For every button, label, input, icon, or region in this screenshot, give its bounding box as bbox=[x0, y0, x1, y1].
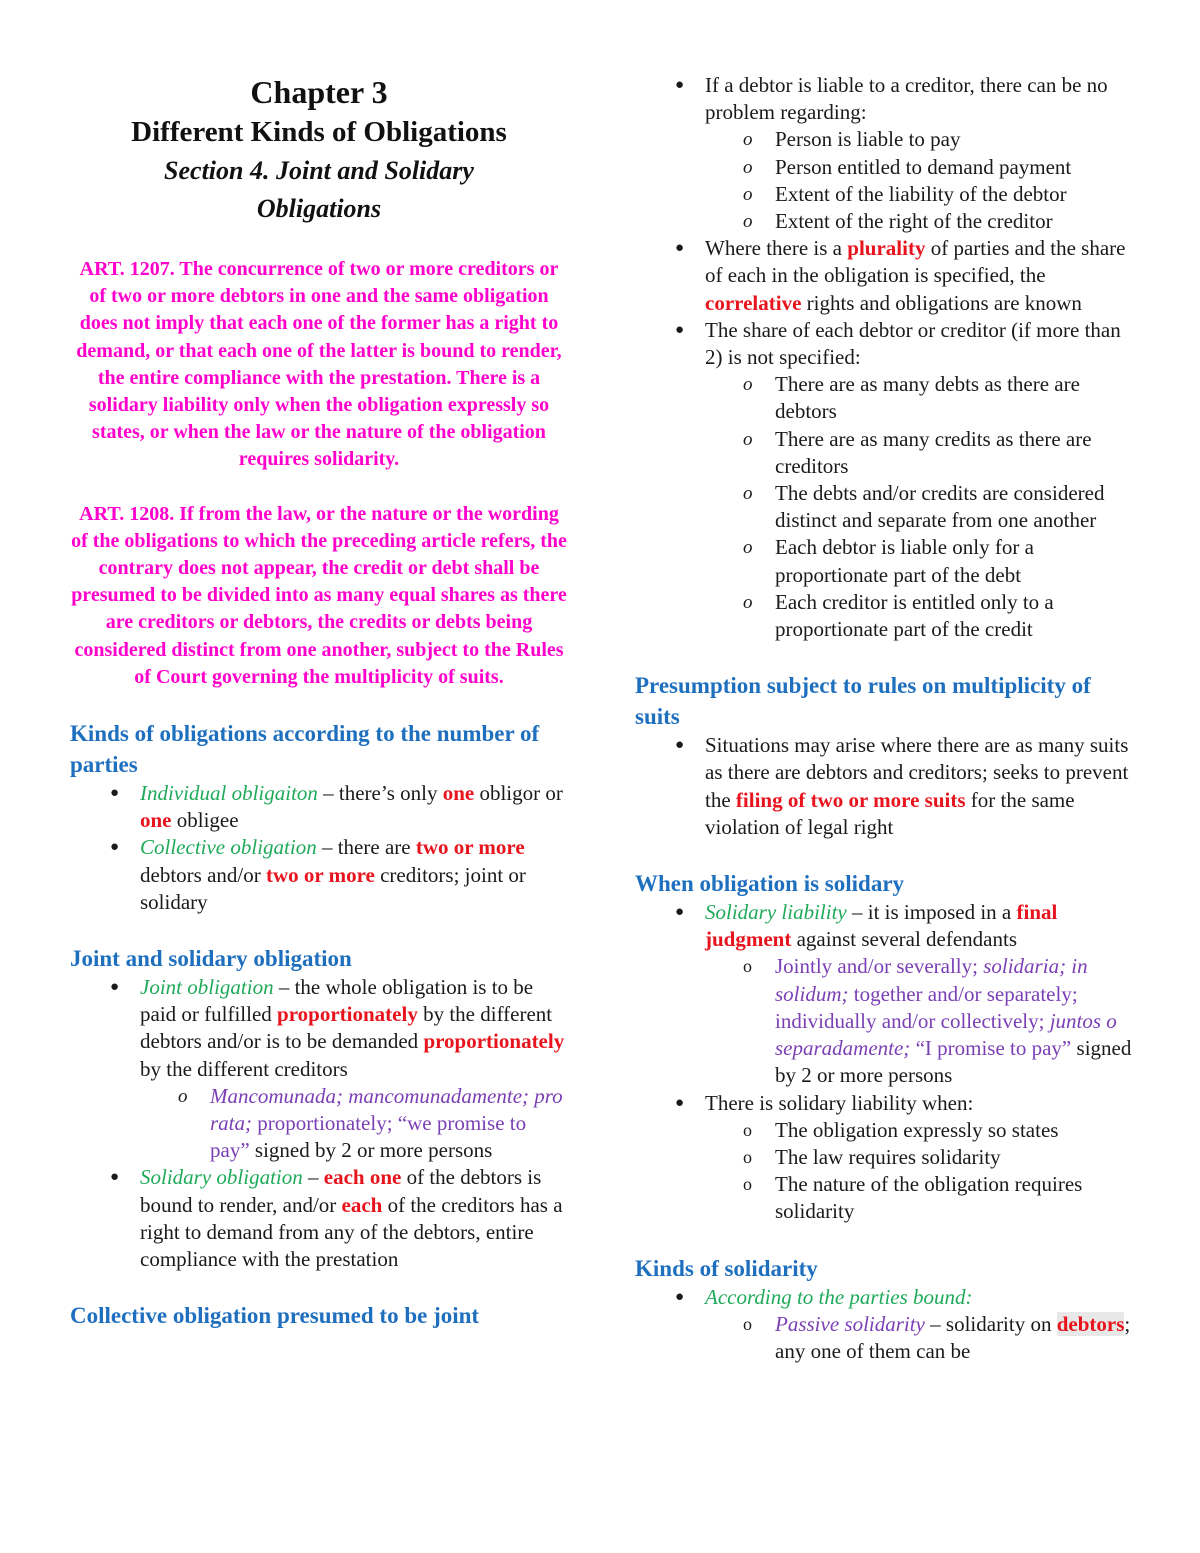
circle-bullet-icon: o bbox=[743, 1174, 752, 1195]
bullet-icon: ● bbox=[675, 904, 685, 921]
text: solidaria; in solidum; bbox=[775, 954, 1088, 1006]
text: by the different creditors bbox=[140, 1056, 348, 1081]
circle-bullet-icon: o bbox=[743, 1119, 752, 1140]
text: There is solidary liability when: bbox=[705, 1090, 974, 1115]
circle-bullet-icon: o bbox=[743, 483, 753, 505]
text: – there’s only bbox=[317, 781, 443, 806]
multiplicity-list bbox=[635, 732, 1135, 841]
list-item bbox=[635, 534, 1135, 588]
article-1208: ART. 1208. If from the law, or the nature or the wording of the obligations to which the preceding article refers, the contrary does not appear, the credit or debt shall be presumed to be divided into as many equal shares as there are creditors or debtors, the credits or debts being considered distinct from one another, subject to the Rules of Court governing the multiplicity of suits. bbox=[71, 502, 567, 688]
left-column bbox=[70, 0, 568, 1331]
chapter-title: Chapter 3 bbox=[250, 74, 388, 110]
list-item bbox=[635, 899, 1135, 953]
text: Situations may arise where there are as many suits as there are debtors and creditors; seeks to prevent the bbox=[705, 733, 1129, 812]
emphasis: proportionately bbox=[277, 1002, 418, 1027]
emphasis: final judgment bbox=[705, 900, 1058, 952]
right-column bbox=[635, 0, 1135, 1365]
bullet-icon: ● bbox=[110, 979, 120, 996]
title-block bbox=[70, 72, 568, 228]
term-solidary: Solidary obligation bbox=[140, 1165, 303, 1190]
circle-bullet-icon: o bbox=[743, 129, 753, 151]
text: The debts and/or credits are considered distinct and separate from one another bbox=[775, 481, 1105, 533]
list-item bbox=[635, 126, 1135, 153]
joint-solidary-list bbox=[70, 974, 568, 1273]
list-item bbox=[635, 732, 1135, 841]
heading-presumed-joint: Collective obligation presumed to be joint bbox=[70, 1303, 480, 1329]
bullet-icon: ● bbox=[110, 785, 120, 802]
list-item bbox=[635, 154, 1135, 181]
text: Person is liable to pay bbox=[775, 127, 961, 152]
text: of the creditors has a right to demand from any of the debtors, entire compliance with the prestation bbox=[140, 1192, 563, 1272]
kinds-by-parties-list bbox=[70, 780, 568, 916]
text: The nature of the obligation requires solidarity bbox=[775, 1172, 1083, 1224]
list-item bbox=[635, 480, 1135, 534]
text: debtors and/or bbox=[140, 862, 266, 887]
section-title-line2: Obligations bbox=[256, 194, 382, 223]
text: rights and obligations are known bbox=[801, 290, 1082, 315]
emphasis: each one bbox=[323, 1165, 402, 1190]
text: Mancomunada; mancomunadamente; pro rata; bbox=[210, 1083, 563, 1136]
heading-kinds-by-parties: Kinds of obligations according to the number of parties bbox=[70, 721, 540, 778]
text: “I promise to pay” bbox=[910, 1036, 1072, 1061]
section-title-line1: Section 4. Joint and Solidary bbox=[164, 156, 474, 185]
heading-multiplicity: Presumption subject to rules on multiplicity of suits bbox=[635, 673, 1091, 730]
list-item bbox=[635, 208, 1135, 235]
list-item bbox=[635, 1311, 1135, 1365]
text: – there are bbox=[316, 835, 416, 860]
list-item bbox=[635, 1144, 1135, 1171]
emphasis: two or more bbox=[415, 835, 525, 860]
text: According to the parties bound: bbox=[705, 1284, 973, 1309]
list-item bbox=[635, 1090, 1135, 1117]
list-item bbox=[635, 953, 1135, 1089]
heading-when-solidary: When obligation is solidary bbox=[635, 871, 905, 897]
when-solidary-list bbox=[635, 899, 1135, 1225]
circle-bullet-icon: o bbox=[743, 956, 752, 977]
highlighted-term: debtors bbox=[1056, 1311, 1125, 1336]
text: There are as many debts as there are debtors bbox=[775, 372, 1080, 424]
text: There are as many credits as there are creditors bbox=[775, 426, 1092, 478]
text: Extent of the right of the creditor bbox=[775, 209, 1053, 234]
circle-bullet-icon: o bbox=[743, 1313, 752, 1334]
emphasis: plurality bbox=[847, 236, 926, 261]
circle-bullet-icon: o bbox=[743, 183, 753, 205]
list-item bbox=[70, 834, 568, 916]
bullet-icon: ● bbox=[675, 737, 685, 754]
article-1207: ART. 1207. The concurrence of two or more creditors or of two or more debtors in one and the same obligation does not imply that each one of the former has a right to demand, or that each one of the latter is bound to render, the entire compliance with the prestation. There is a solidary liability only when the obligation expressly so states, or when the law or the nature of the obligation requires solidarity. bbox=[76, 258, 562, 471]
term-solidary-liability: Solidary liability bbox=[705, 900, 847, 925]
term-passive-solidarity: Passive solidarity bbox=[775, 1311, 925, 1336]
term-joint: Joint obligation bbox=[140, 975, 274, 1000]
circle-bullet-icon: o bbox=[178, 1085, 188, 1107]
list-item bbox=[70, 780, 568, 834]
text: by the different debtors and/or is to be demanded bbox=[140, 1002, 553, 1054]
heading-kinds-solidarity: Kinds of solidarity bbox=[635, 1255, 818, 1281]
text: obligee bbox=[171, 808, 239, 833]
text: of parties and the share of each in the obligation is specified, the bbox=[705, 236, 1126, 288]
circle-bullet-icon: o bbox=[743, 428, 753, 450]
circle-bullet-icon: o bbox=[743, 211, 753, 233]
emphasis: correlative bbox=[705, 290, 802, 315]
list-item bbox=[70, 1083, 568, 1165]
chapter-subtitle: Different Kinds of Obligations bbox=[131, 116, 507, 148]
text: of the debtors is bound to render, and/or bbox=[140, 1165, 542, 1217]
text: Each creditor is entitled only to a proportionate part of the credit bbox=[775, 589, 1054, 642]
circle-bullet-icon: o bbox=[743, 1146, 752, 1167]
emphasis: each bbox=[341, 1192, 383, 1217]
text: signed by 2 or more persons bbox=[775, 1036, 1132, 1088]
text: – bbox=[302, 1165, 324, 1190]
text: Where there is a bbox=[705, 236, 848, 261]
list-item bbox=[635, 181, 1135, 208]
list-item bbox=[635, 589, 1135, 643]
text: Jointly and/or severally; bbox=[775, 954, 984, 979]
term-collective: Collective obligation bbox=[140, 835, 317, 860]
list-item bbox=[70, 1164, 568, 1273]
emphasis: one bbox=[140, 808, 172, 833]
text: creditors; joint or solidary bbox=[140, 862, 526, 914]
emphasis: filing of two or more suits bbox=[735, 787, 966, 812]
circle-bullet-icon: o bbox=[743, 156, 753, 178]
list-item bbox=[635, 426, 1135, 480]
text: Extent of the liability of the debtor bbox=[775, 181, 1067, 206]
bullet-icon: ● bbox=[110, 839, 120, 856]
circle-bullet-icon: o bbox=[743, 374, 753, 396]
list-item bbox=[635, 317, 1135, 371]
list-item bbox=[635, 72, 1135, 126]
bullet-icon: ● bbox=[675, 240, 685, 257]
text: juntos o separadamente; bbox=[775, 1008, 1117, 1061]
emphasis: two or more bbox=[265, 862, 375, 887]
text: The law requires solidarity bbox=[775, 1144, 1001, 1169]
text: together and/or separately; individually and/or collectively; bbox=[775, 981, 1078, 1033]
text: – the whole obligation is to be paid or fulfilled bbox=[140, 975, 534, 1027]
bullet-icon: ● bbox=[675, 77, 685, 93]
text: proportionately; “we promise to pay” bbox=[210, 1111, 527, 1163]
list-item bbox=[635, 1171, 1135, 1225]
term-individual: Individual obligaiton bbox=[140, 781, 318, 806]
circle-bullet-icon: o bbox=[743, 537, 753, 559]
list-item bbox=[635, 1284, 1135, 1311]
emphasis: one bbox=[442, 781, 475, 806]
heading-joint-solidary: Joint and solidary obligation bbox=[70, 946, 352, 972]
bullet-icon: ● bbox=[110, 1169, 120, 1186]
text: The share of each debtor or creditor (if more than 2) is not specified: bbox=[705, 317, 1121, 370]
text: for the same violation of legal right bbox=[705, 787, 1075, 839]
emphasis: proportionately bbox=[423, 1029, 565, 1054]
text: ; any one of them can be bbox=[775, 1311, 1131, 1363]
text: – it is imposed in a bbox=[846, 900, 1017, 925]
text: If a debtor is liable to a creditor, there can be no problem regarding: bbox=[705, 73, 1108, 125]
text: obligor or bbox=[474, 781, 563, 806]
kinds-solidarity-list bbox=[635, 1284, 1135, 1366]
text: against several defendants bbox=[791, 927, 1018, 952]
text: signed by 2 or more persons bbox=[249, 1138, 493, 1163]
text: Person entitled to demand payment bbox=[775, 154, 1072, 179]
single-debtor-list bbox=[635, 72, 1135, 643]
bullet-icon: ● bbox=[675, 1288, 685, 1305]
circle-bullet-icon: o bbox=[743, 591, 753, 613]
list-item bbox=[635, 371, 1135, 425]
bullet-icon: ● bbox=[675, 1094, 685, 1111]
list-item bbox=[635, 235, 1135, 317]
text: – solidarity on bbox=[924, 1311, 1057, 1336]
text: Each debtor is liable only for a proportionate part of the debt bbox=[775, 535, 1034, 587]
list-item bbox=[635, 1117, 1135, 1144]
list-item bbox=[70, 974, 568, 1083]
text: The obligation expressly so states bbox=[775, 1117, 1059, 1142]
bullet-icon: ● bbox=[675, 321, 685, 338]
